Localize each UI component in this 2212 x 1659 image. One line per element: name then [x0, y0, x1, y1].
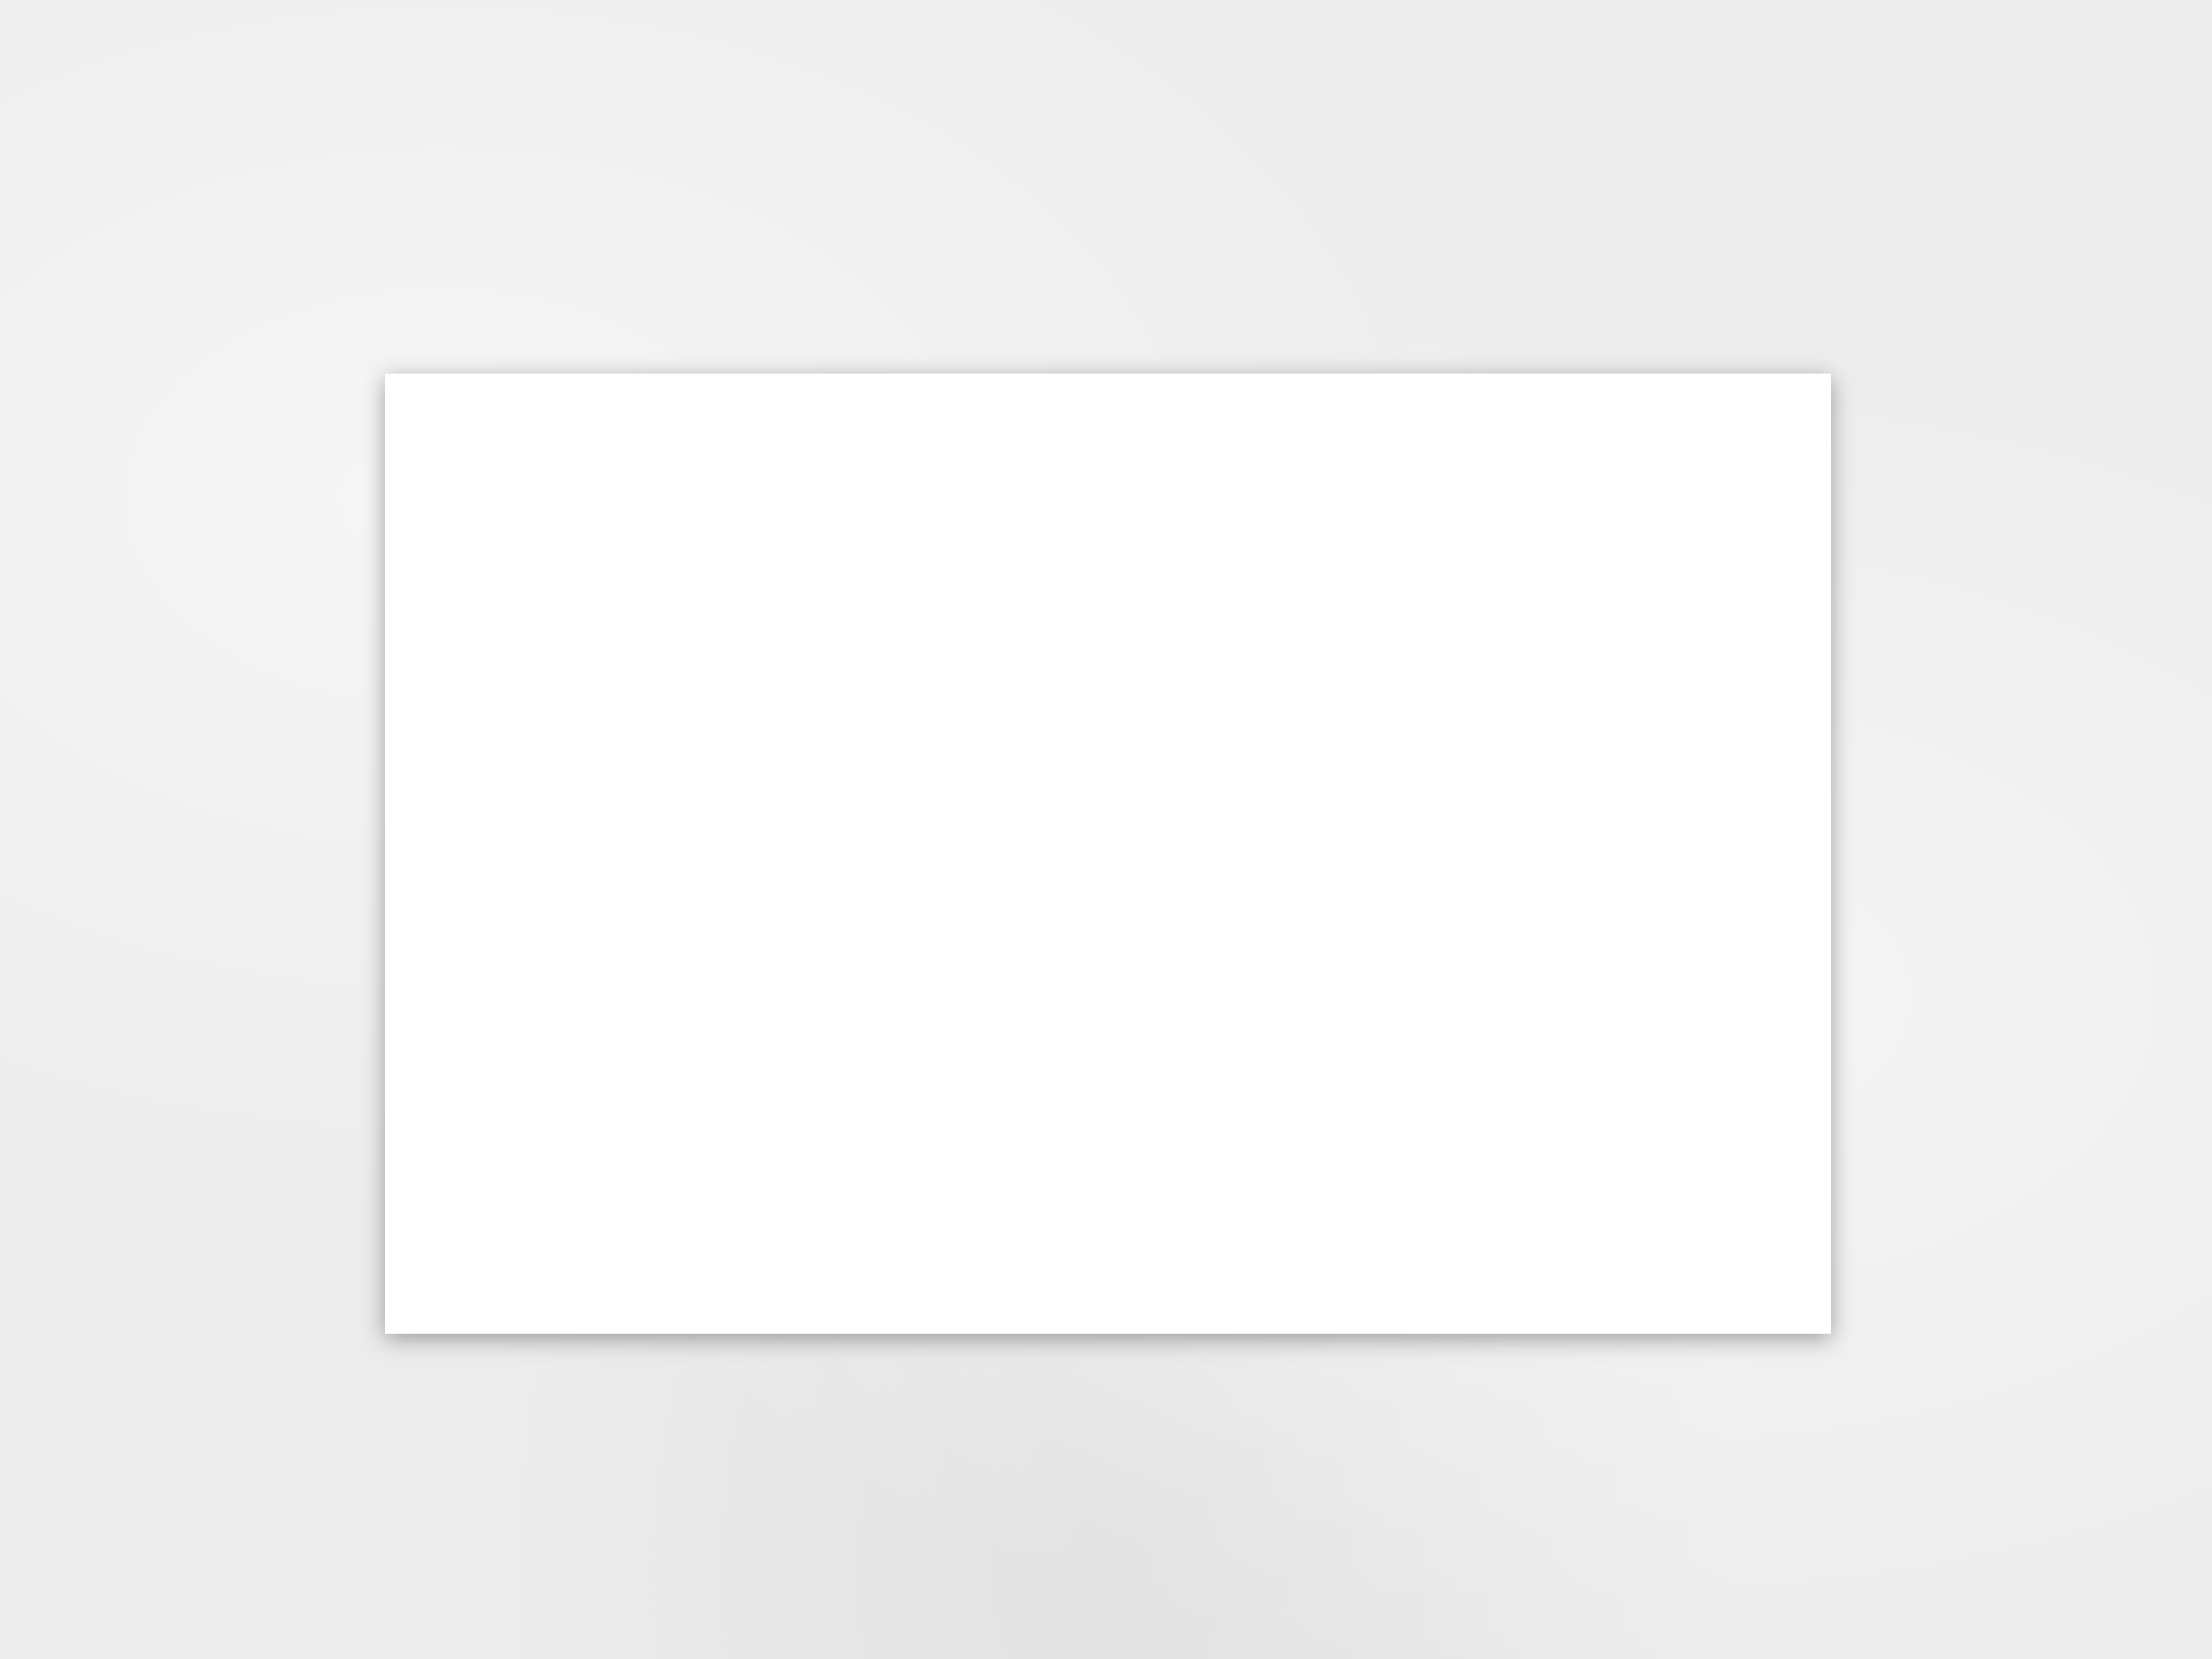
payment-plans-row: [405, 690, 1814, 1334]
summary-cards-row: [405, 390, 1814, 641]
spreadsheet-preview: [385, 374, 1831, 1334]
